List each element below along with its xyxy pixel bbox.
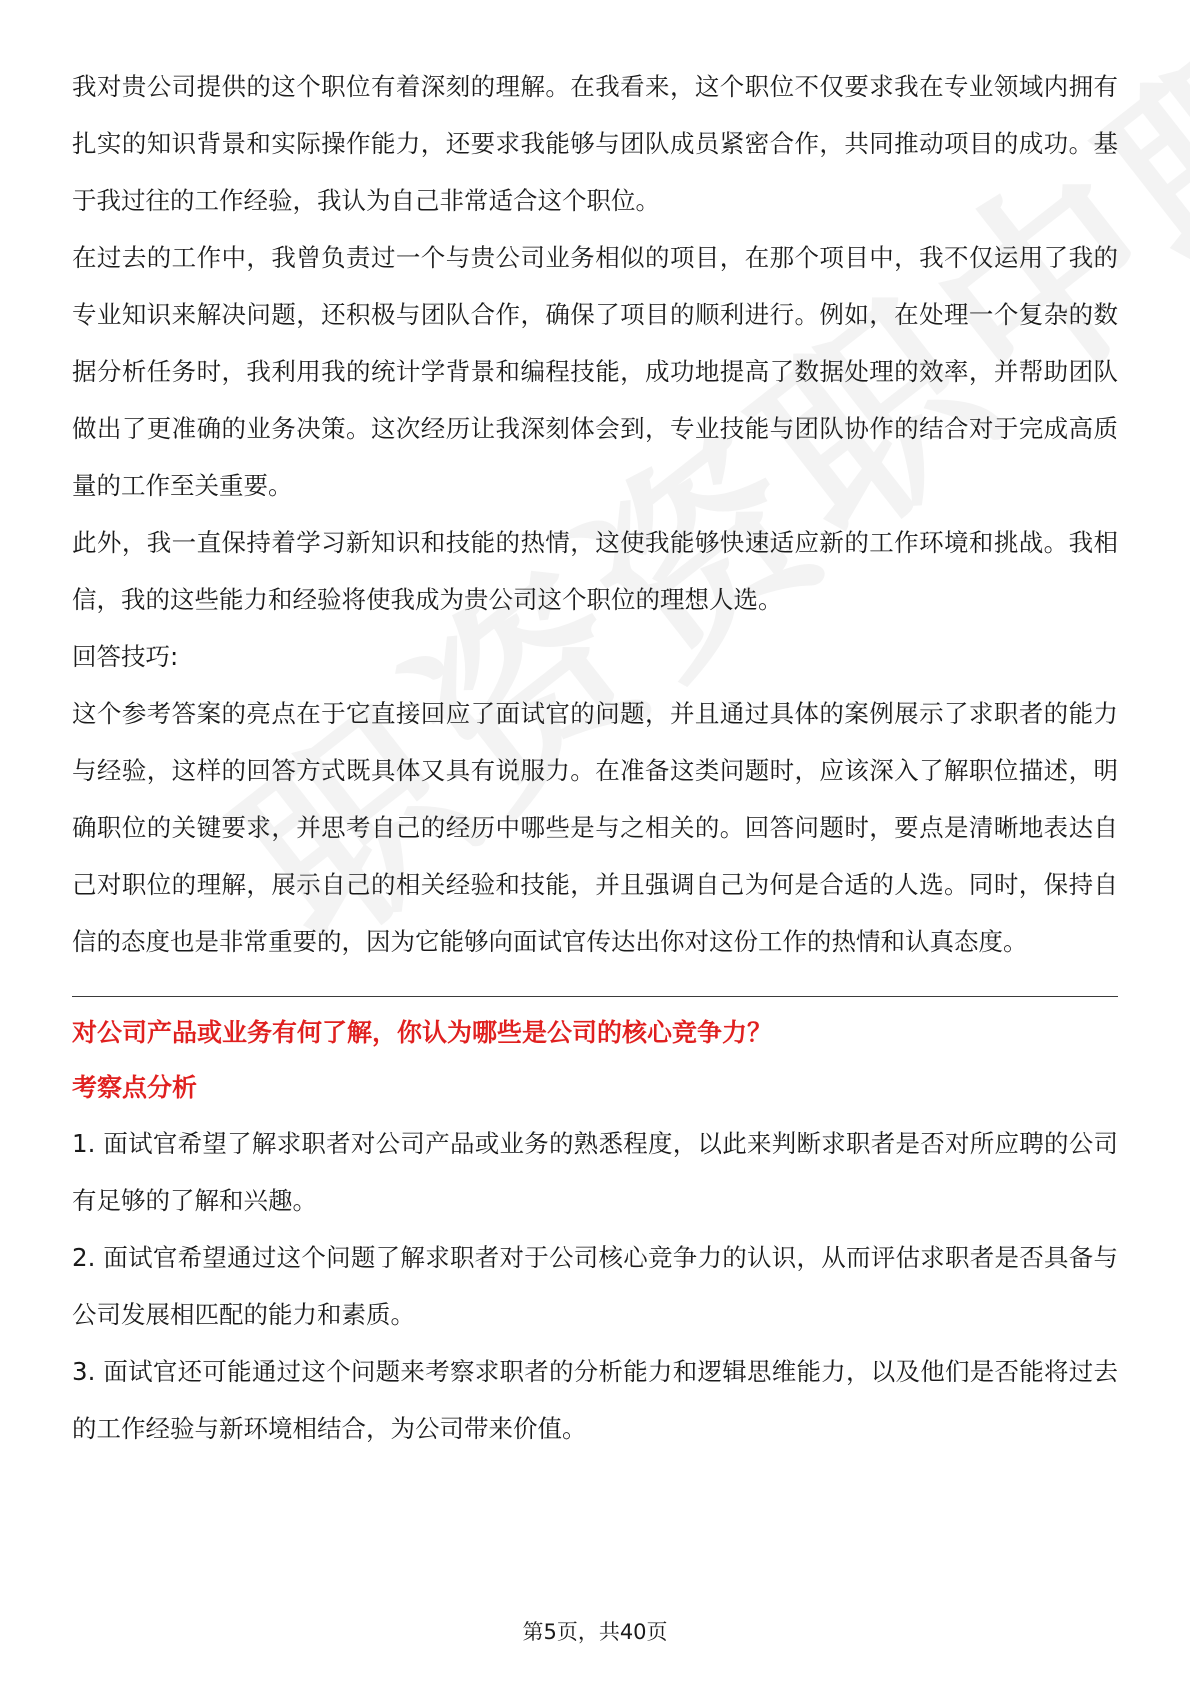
answer-paragraph-3: 此外，我一直保持着学习新知识和技能的热情，这使我能够快速适应新的工作环境和挑战。我相信，我的这些能力和经验将使我成为贵公司这个职位的理想人选。 xyxy=(72,528,1118,614)
tips-text: 这个参考答案的亮点在于它直接回应了面试官的问题，并且通过具体的案例展示了求职者的能力与经验，这样的回答方式既具体又具有说服力。在准备这类问题时，应该深入了解职位描述，明确职位的关键要求，并思考自己的经历中哪些是与之相关的。回答问题时，要点是清晰地表达自己对职位的理解，展示自己的相关经验和技能，并且强调自己为何是合适的人选。同时，保持自信的态度也是非常重要的，因为它能够向面试官传达出你对这份工作的热情和认真态度。 xyxy=(72,699,1118,956)
page-content xyxy=(72,58,1118,1457)
answer-paragraph-2: 在过去的工作中，我曾负责过一个与贵公司业务相似的项目，在那个项目中，我不仅运用了我的专业知识来解决问题，还积极与团队合作，确保了项目的顺利进行。例如，在处理一个复杂的数据分析任务时，我利用我的统计学背景和编程技能，成功地提高了数据处理的效率，并帮助团队做出了更准确的业务决策。这次经历让我深刻体会到，专业技能与团队协作的结合对于完成高质量的工作至关重要。 xyxy=(72,243,1118,500)
page-footer: 第5页，共40页 xyxy=(522,1620,668,1644)
analysis-point-2: 2. 面试官希望通过这个问题了解求职者对于公司核心竞争力的认识，从而评估求职者是否具备与公司发展相匹配的能力和素质。 xyxy=(72,1243,1118,1329)
section-divider xyxy=(72,996,1118,997)
question-heading: 对公司产品或业务有何了解，你认为哪些是公司的核心竞争力？ xyxy=(72,1018,773,1047)
analysis-heading: 考察点分析 xyxy=(72,1073,198,1102)
tips-label: 回答技巧: xyxy=(72,642,179,671)
analysis-point-3: 3. 面试官还可能通过这个问题来考察求职者的分析能力和逻辑思维能力，以及他们是否能将过去的工作经验与新环境相结合，为公司带来价值。 xyxy=(72,1357,1118,1443)
analysis-point-1: 1. 面试官希望了解求职者对公司产品或业务的熟悉程度，以此来判断求职者是否对所应聘的公司有足够的了解和兴趣。 xyxy=(72,1129,1118,1215)
answer-paragraph-1: 我对贵公司提供的这个职位有着深刻的理解。在我看来，这个职位不仅要求我在专业领域内拥有扎实的知识背景和实际操作能力，还要求我能够与团队成员紧密合作，共同推动项目的成功。基于我过往的工作经验，我认为自己非常适合这个职位。 xyxy=(72,72,1118,215)
